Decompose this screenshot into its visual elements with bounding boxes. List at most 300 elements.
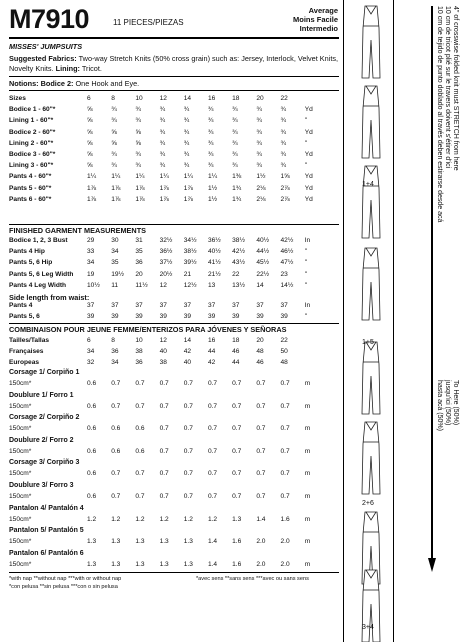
yardage-table — [9, 93, 321, 205]
fabrics-text: Two-way Stretch Knits (50% cross grain) such as: Jersey, Interlock, Velvet Knits, — [78, 54, 339, 63]
table-cell: ⅝ — [111, 128, 117, 136]
jumpsuit-illustration — [362, 248, 380, 320]
table-cell: ⅝ — [135, 128, 141, 136]
table-cell: 38 — [135, 348, 143, 356]
unit-cell: " — [304, 117, 308, 125]
footnote-en: *with nap **without nap ***with or without nap — [9, 576, 122, 582]
table-cell: ¾ — [111, 162, 117, 170]
sizes-label: Sizes — [9, 95, 26, 103]
unit-cell: Yd — [304, 195, 313, 203]
metric-block-title: Pantalon 5/ Pantalón 5 — [9, 527, 84, 535]
table-cell: 1¼ — [135, 173, 145, 181]
table-cell: 40½ — [207, 248, 221, 256]
table-cell: 29 — [87, 237, 95, 245]
table-cell: 0.7 — [207, 447, 218, 455]
unit-cell: " — [304, 139, 308, 147]
table-row — [9, 269, 321, 280]
table-cell: 22 — [232, 270, 240, 278]
table-cell: 0.7 — [159, 425, 169, 433]
finished-title: FINISHED GARMENT MEASUREMENTS — [9, 226, 147, 235]
table-cell: 22 — [280, 337, 288, 345]
to-here-en: To Here (50%) — [452, 380, 459, 426]
table-row — [9, 491, 321, 502]
table-cell: ¾ — [232, 151, 238, 159]
row-label: Bodice 3 - 60"* — [9, 151, 56, 159]
unit-cell: In — [304, 237, 311, 245]
row-label: 150cm* — [9, 538, 32, 546]
unit-cell: Yd — [304, 173, 313, 181]
table-cell: 19 — [87, 270, 95, 278]
table-cell: ¾ — [183, 106, 190, 114]
row-label: Pants 5, 6 Hip — [9, 259, 53, 267]
row-label: Bodice 1 - 60"* — [9, 106, 56, 114]
metric-block-title: Doublure 1/ Forro 1 — [9, 391, 74, 399]
table-cell: 0.7 — [135, 493, 145, 501]
pieces-count: 11 PIECES/PIEZAS — [113, 18, 184, 27]
table-cell: 39 — [111, 313, 119, 321]
table-cell: 1¼ — [159, 173, 169, 181]
table-cell: 37 — [135, 302, 143, 310]
table-cell: 1.3 — [135, 560, 145, 568]
table-cell: 37 — [280, 302, 288, 310]
table-cell: 34 — [87, 348, 95, 356]
row-label: Pants 5 - 60"* — [9, 184, 52, 192]
table-cell: 1½ — [207, 184, 218, 192]
table-cell: ⅝ — [87, 106, 93, 114]
table-cell: 1.3 — [135, 538, 145, 546]
table-cell: 12 — [159, 337, 167, 345]
notions-line — [9, 80, 139, 88]
view-label: 1+4 — [362, 181, 374, 188]
size-cell: 14 — [183, 95, 192, 103]
table-cell: 37 — [87, 302, 95, 310]
table-cell: 0.7 — [207, 470, 218, 478]
table-cell: 35 — [111, 259, 119, 267]
table-cell: 39 — [232, 313, 240, 321]
column-divider — [343, 0, 344, 642]
table-cell: 0.7 — [111, 380, 121, 388]
table-row — [9, 468, 321, 479]
table-cell: 0.6 — [87, 402, 97, 410]
table-row — [9, 160, 321, 171]
row-label: Pants 4 Hip — [9, 248, 45, 256]
row-label: Françaises — [9, 348, 44, 356]
row-label: Lining 3 - 60"* — [9, 162, 54, 170]
table-cell: 1.4 — [207, 560, 218, 568]
table-cell: ¾ — [159, 128, 166, 136]
table-cell: 43½ — [232, 259, 245, 267]
table-cell: 1.2 — [87, 515, 97, 523]
table-cell: ¾ — [207, 139, 214, 147]
metric-block-table — [9, 514, 321, 525]
table-cell: ¾ — [280, 117, 286, 125]
table-cell: ¾ — [135, 106, 141, 114]
table-cell: 33 — [87, 248, 95, 256]
section-title: MISSES' JUMPSUITS — [9, 42, 83, 51]
lining-label: Lining: — [55, 64, 80, 73]
unit-cell: m — [304, 447, 311, 455]
table-cell: 0.7 — [207, 402, 218, 410]
table-cell: 0.7 — [280, 380, 290, 388]
table-cell: 0.7 — [256, 402, 266, 410]
table-cell: 1.4 — [207, 538, 218, 546]
unit-cell: " — [304, 248, 308, 256]
divider — [9, 323, 339, 324]
unit-cell: m — [304, 515, 311, 523]
metric-block-table — [9, 559, 321, 570]
table-cell: 37 — [232, 302, 240, 310]
table-cell: 30 — [111, 237, 119, 245]
size-cell: 18 — [232, 95, 240, 103]
table-row — [9, 559, 321, 570]
table-cell: 0.6 — [111, 425, 121, 433]
table-cell: 37 — [256, 302, 264, 310]
table-cell: 37 — [111, 302, 119, 310]
table-cell: 0.6 — [87, 380, 97, 388]
unit-cell: m — [304, 380, 311, 388]
table-cell: ¾ — [232, 128, 238, 136]
lining-text: Tricot. — [81, 64, 102, 73]
table-cell: 36½ — [159, 248, 173, 256]
table-cell: ¾ — [232, 139, 238, 147]
row-label: 150cm* — [9, 470, 32, 478]
table-row — [9, 280, 321, 291]
fabrics-text-2: Novelty Knits. — [9, 64, 54, 73]
table-cell: ⅝ — [87, 162, 93, 170]
divider — [9, 76, 339, 77]
table-cell: 31 — [135, 237, 143, 245]
row-label: 150cm* — [9, 493, 32, 501]
table-cell: ⅝ — [87, 128, 93, 136]
table-cell: 1¼ — [87, 173, 97, 181]
table-row — [9, 138, 321, 149]
unit-cell: m — [304, 402, 311, 410]
table-row — [9, 183, 321, 194]
table-cell: 1⅞ — [111, 184, 121, 192]
to-here-fr: jusqu'ici (50%) — [444, 380, 451, 426]
metric-block-table — [9, 491, 321, 502]
table-cell: ⅝ — [87, 117, 93, 125]
side-length-label: Side length from waist: — [9, 293, 90, 302]
notions-text: One Hook and Eye. — [75, 79, 140, 88]
metric-block-title: Pantalon 4/ Pantalón 4 — [9, 504, 84, 512]
table-cell: ¾ — [256, 151, 262, 159]
pattern-number: M7910 — [9, 4, 90, 34]
table-cell: 40 — [159, 348, 167, 356]
table-cell: ¾ — [183, 128, 190, 136]
table-row — [9, 346, 305, 357]
table-cell: 36 — [135, 259, 143, 267]
table-cell: 12 — [159, 281, 167, 289]
table-cell: 42 — [183, 348, 192, 356]
table-cell: 0.7 — [111, 470, 121, 478]
table-cell: ¾ — [207, 151, 214, 159]
metric-block-title: Doublure 3/ Forro 3 — [9, 482, 74, 489]
table-cell: 41½ — [207, 259, 221, 267]
row-label: 150cm* — [9, 402, 32, 410]
table-row — [9, 514, 321, 525]
table-cell: 47½ — [280, 259, 294, 267]
table-cell: 1.3 — [159, 560, 169, 568]
divider — [9, 224, 339, 225]
table-cell: 0.7 — [207, 380, 218, 388]
table-cell: 2.0 — [280, 560, 290, 568]
table-row — [9, 194, 321, 205]
table-cell: 36 — [135, 359, 143, 367]
row-label: Lining 1 - 60"* — [9, 117, 54, 125]
row-label: Pants 5, 6 Leg Width — [9, 270, 74, 278]
unit-cell: Yd — [304, 128, 313, 136]
unit-cell: " — [304, 162, 308, 170]
size-cell: 12 — [159, 95, 167, 103]
table-cell: 0.7 — [135, 380, 145, 388]
table-cell: 42 — [207, 359, 216, 367]
table-cell: 40 — [183, 359, 192, 367]
table-cell: 39 — [280, 313, 288, 321]
jumpsuit-illustration — [362, 166, 380, 238]
notions-label: Notions: Bodice 2: — [9, 79, 74, 88]
table-cell: 38½ — [183, 248, 197, 256]
table-cell: 36 — [111, 348, 119, 356]
table-cell: ¾ — [256, 162, 262, 170]
table-cell: 36½ — [207, 237, 221, 245]
table-cell: 1.6 — [280, 515, 290, 523]
table-cell: 40½ — [256, 237, 270, 245]
stretch-text-fr: 10 cm de tricot plié sur le travers doivent s'étirer d'ici — [444, 6, 451, 169]
table-cell: 34½ — [183, 237, 197, 245]
table-cell: ¾ — [280, 151, 286, 159]
row-label: 150cm* — [9, 560, 32, 568]
table-cell: 0.7 — [135, 402, 145, 410]
metric-block-title: Corsage 2/ Corpiño 2 — [9, 414, 80, 422]
table-row — [9, 378, 321, 389]
jumpsuit-illustration — [362, 422, 380, 494]
table-cell: ¾ — [256, 128, 262, 136]
table-cell: ¾ — [183, 162, 190, 170]
size-cell: 8 — [111, 95, 115, 103]
table-cell: ¾ — [159, 139, 166, 147]
footnote-fr: *avec sens **sans sens ***avec ou sans sens — [196, 576, 309, 582]
table-cell: 1⅞ — [183, 184, 193, 192]
table-cell: 1⅜ — [232, 173, 242, 181]
size-cell: 16 — [207, 95, 216, 103]
table-cell: 0.6 — [135, 425, 145, 433]
table-cell: 1.3 — [159, 538, 169, 546]
table-cell: 6 — [87, 337, 91, 345]
table-cell: 0.7 — [111, 493, 121, 501]
table-cell: ¾ — [280, 139, 286, 147]
unit-cell: Yd — [304, 106, 313, 114]
table-cell: 1.3 — [232, 515, 242, 523]
table-cell: 0.7 — [232, 470, 242, 478]
table-cell: 1½ — [207, 195, 218, 203]
row-label: 150cm* — [9, 425, 32, 433]
table-cell: 16 — [207, 337, 216, 345]
table-cell: 35 — [135, 248, 143, 256]
table-cell: 0.7 — [232, 380, 242, 388]
table-cell: 1.3 — [183, 560, 193, 568]
table-cell: 38 — [159, 359, 167, 367]
table-cell: ¾ — [159, 162, 166, 170]
metric-block-title: Doublure 2/ Forro 2 — [9, 436, 74, 444]
unit-cell: m — [304, 560, 311, 568]
table-cell: 0.7 — [183, 402, 193, 410]
table-cell: ¾ — [159, 106, 166, 114]
table-cell: 0.7 — [256, 425, 266, 433]
table-cell: 0.7 — [280, 470, 290, 478]
metric-block-title: Corsage 3/ Corpiño 3 — [9, 459, 80, 467]
table-cell: ¾ — [111, 106, 117, 114]
table-cell: ⅝ — [87, 151, 93, 159]
table-cell: 10½ — [87, 281, 100, 289]
fabrics-label: Suggested Fabrics: — [9, 54, 77, 63]
side-length-table — [9, 300, 321, 322]
table-cell: ¾ — [207, 106, 214, 114]
table-cell: 1¼ — [183, 173, 193, 181]
unit-cell: " — [304, 313, 308, 321]
table-cell: 1.3 — [183, 538, 193, 546]
table-cell: 0.7 — [159, 493, 169, 501]
table-cell: 2.0 — [280, 538, 290, 546]
table-cell: 37 — [159, 302, 167, 310]
table-cell: 34 — [87, 259, 95, 267]
row-label: 150cm* — [9, 515, 32, 523]
table-cell: ¾ — [135, 151, 141, 159]
table-cell: 44 — [232, 359, 240, 367]
table-cell: 2.0 — [256, 560, 266, 568]
metric-block-table — [9, 378, 321, 389]
finished-table — [9, 235, 321, 291]
table-cell: ¾ — [207, 162, 214, 170]
table-row — [9, 149, 321, 160]
row-label: Pants 6 - 60"* — [9, 195, 52, 203]
table-cell: 1⅞ — [183, 195, 193, 203]
table-cell: 1.2 — [111, 515, 121, 523]
table-cell: 0.7 — [159, 402, 169, 410]
unit-cell: " — [304, 259, 308, 267]
table-cell: 14½ — [280, 281, 294, 289]
view-label: 2+6 — [362, 500, 374, 507]
table-cell: 12½ — [183, 281, 197, 289]
table-row — [9, 171, 321, 182]
row-label: Europeas — [9, 359, 40, 367]
table-cell: 0.7 — [159, 380, 169, 388]
table-cell: 48 — [280, 359, 288, 367]
sizes-row — [9, 93, 321, 104]
fabrics-line — [9, 55, 338, 63]
table-cell: 39 — [183, 313, 192, 321]
table-cell: 39 — [87, 313, 95, 321]
table-cell: 1½ — [256, 173, 266, 181]
difficulty-label — [268, 6, 338, 33]
row-label: Bodice 2 - 60"* — [9, 128, 56, 136]
table-cell: 2⅛ — [256, 195, 266, 203]
table-cell: ¾ — [183, 139, 190, 147]
divider — [9, 90, 339, 91]
table-cell: 0.7 — [207, 425, 218, 433]
table-cell: 19½ — [111, 270, 125, 278]
table-cell: 37½ — [159, 259, 173, 267]
table-cell: 0.7 — [159, 447, 169, 455]
table-cell: 44 — [207, 348, 216, 356]
table-cell: 1.3 — [87, 538, 97, 546]
size-cell: 10 — [135, 95, 143, 103]
table-cell: 14 — [256, 281, 264, 289]
table-cell: 1.2 — [159, 515, 169, 523]
table-cell: 39 — [159, 313, 167, 321]
unit-cell: m — [304, 538, 311, 546]
table-row — [9, 446, 321, 457]
table-cell: 1⅞ — [111, 195, 121, 203]
stretch-gauge-arrow — [428, 6, 442, 576]
size-cell: 22 — [280, 95, 288, 103]
table-cell: 2.0 — [256, 538, 266, 546]
table-cell: ¾ — [183, 117, 190, 125]
table-cell: 1¾ — [232, 195, 242, 203]
table-row — [9, 104, 321, 115]
row-label: Pants 4 - 60"* — [9, 173, 52, 181]
unit-cell: In — [304, 302, 311, 310]
metric-block-table — [9, 401, 321, 412]
table-cell: 0.7 — [183, 447, 193, 455]
metric-title: COMBINAISON POUR JEUNE FEMME/ENTERIZOS PARA JÓVENES Y SEÑORAS — [9, 325, 287, 334]
table-cell: ¾ — [111, 117, 117, 125]
jumpsuit-illustration — [362, 342, 380, 414]
difficulty-en: Average — [308, 6, 338, 15]
table-cell: ¾ — [183, 151, 190, 159]
table-cell: 21½ — [207, 270, 221, 278]
table-cell: 1.6 — [232, 538, 242, 546]
footnote-es: *con pelusa **sin pelusa ***con o sin pelusa — [9, 584, 118, 590]
table-cell: 0.7 — [183, 425, 193, 433]
fabrics-line-2 — [9, 65, 102, 73]
illustration-column — [350, 0, 392, 642]
table-cell: 0.7 — [183, 380, 193, 388]
metric-size-table — [9, 335, 305, 369]
table-cell: 22½ — [256, 270, 270, 278]
table-cell: 34 — [111, 359, 119, 367]
table-cell: 1.4 — [256, 515, 266, 523]
jumpsuit-illustration — [362, 86, 380, 158]
table-cell: 34 — [111, 248, 119, 256]
table-cell: 18 — [232, 337, 240, 345]
table-cell: 0.6 — [135, 447, 145, 455]
table-cell: 0.7 — [111, 402, 121, 410]
table-cell: ¾ — [207, 128, 214, 136]
table-row — [9, 300, 321, 311]
view-label: 1+5 — [362, 339, 374, 346]
table-cell: 42½ — [232, 248, 245, 256]
table-cell: 1⅞ — [87, 184, 97, 192]
stretch-text-en: 4" of crosswise folded knit must STRETCH from here — [452, 6, 459, 171]
table-cell: 0.7 — [256, 447, 266, 455]
table-cell: 1.3 — [111, 538, 121, 546]
table-cell: ¾ — [159, 151, 166, 159]
table-cell: 0.7 — [232, 447, 242, 455]
table-cell: 45½ — [256, 259, 270, 267]
table-cell: 2⅛ — [256, 184, 266, 192]
unit-cell: " — [304, 281, 308, 289]
table-cell: ¾ — [232, 106, 238, 114]
row-label: 150cm* — [9, 447, 32, 455]
table-row — [9, 401, 321, 412]
table-row — [9, 127, 321, 138]
table-cell: ¾ — [232, 117, 238, 125]
table-cell: 20 — [135, 270, 143, 278]
table-cell: ¾ — [207, 117, 214, 125]
table-cell: 1.2 — [207, 515, 218, 523]
table-cell: 44½ — [256, 248, 270, 256]
